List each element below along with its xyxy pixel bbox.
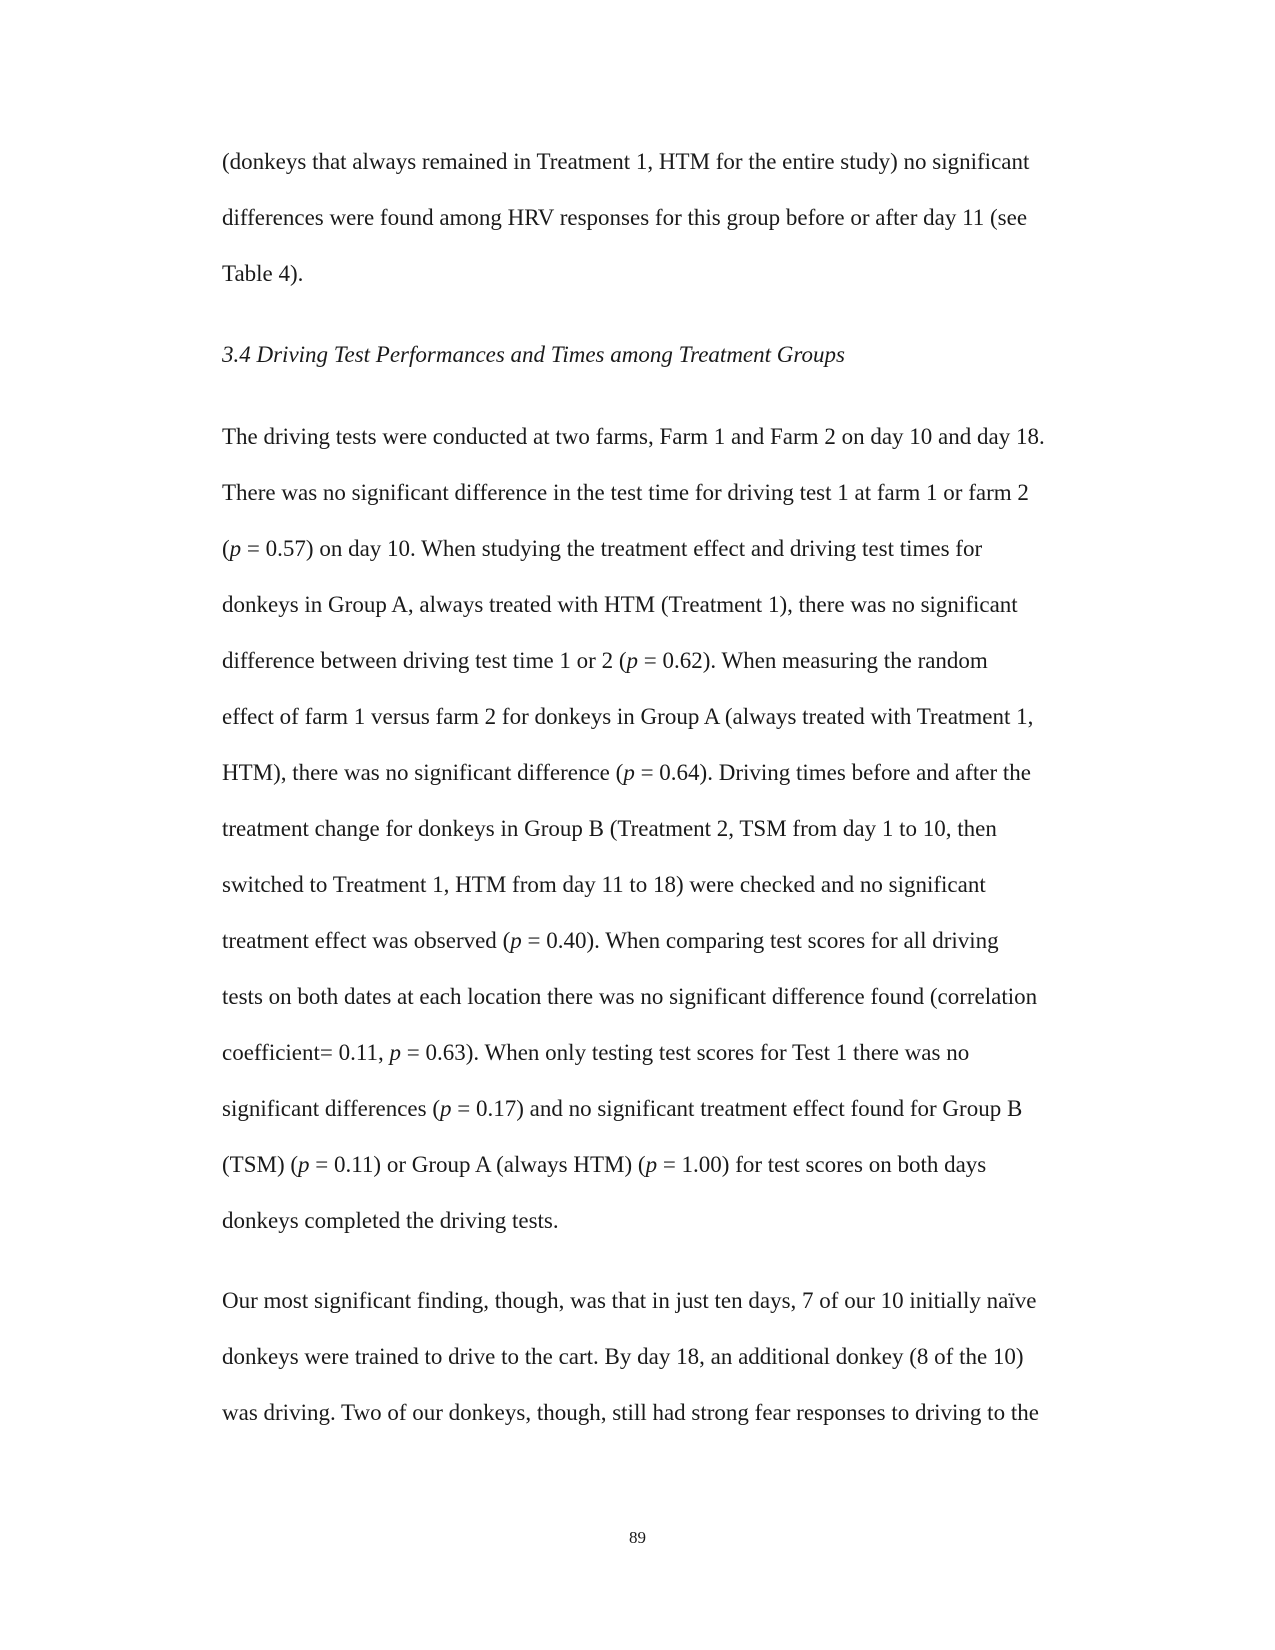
p-variable: p — [298, 1152, 310, 1177]
text-line: donkeys in Group A, always treated with HTM (Treatment 1), there was no significant — [222, 592, 1018, 617]
text-line: The driving tests were conducted at two farms, Farm 1 and Farm 2 on day 10 and day 18. — [222, 424, 1045, 449]
text-line: treatment effect was observed (p = 0.40). When comparing test scores for all driving — [222, 928, 999, 953]
text-line: treatment change for donkeys in Group B (Treatment 2, TSM from day 1 to 10, then — [222, 816, 997, 841]
text-line: differences were found among HRV responses for this group before or after day 11 (see — [222, 205, 1028, 230]
p-variable: p — [440, 1096, 452, 1121]
p-variable: p — [623, 760, 635, 785]
text-line: (TSM) (p = 0.11) or Group A (always HTM) (p = 1.00) for test scores on both days — [222, 1152, 987, 1177]
text-line: was driving. Two of our donkeys, though, still had strong fear responses to driving to the — [222, 1400, 1039, 1425]
text-line: tests on both dates at each location there was no significant difference found (correlation — [222, 984, 1038, 1009]
text-line: difference between driving test time 1 or 2 (p = 0.62). When measuring the random — [222, 648, 988, 673]
p-variable: p — [229, 536, 242, 561]
text-line: donkeys completed the driving tests. — [222, 1208, 559, 1233]
text-line: (donkeys that always remained in Treatment 1, HTM for the entire study) no significant — [222, 149, 1030, 174]
text-line: switched to Treatment 1, HTM from day 11 to 18) were checked and no significant — [222, 872, 986, 897]
p-variable: p — [389, 1040, 402, 1065]
p-variable: p — [510, 928, 522, 953]
text-line: effect of farm 1 versus farm 2 for donkeys in Group A (always treated with Treatment 1, — [222, 704, 1034, 729]
text-line: There was no significant difference in the test time for driving test 1 at farm 1 or farm 2 — [222, 480, 1029, 505]
text-line: (p = 0.57) on day 10. When studying the treatment effect and driving test times for — [222, 536, 983, 561]
text-line: Our most significant finding, though, was that in just ten days, 7 of our 10 initially naïve — [222, 1288, 1037, 1313]
page-number: 89 — [629, 1528, 646, 1547]
text-line: significant differences (p = 0.17) and no significant treatment effect found for Group B — [222, 1096, 1023, 1121]
text-line: coefficient= 0.11, p = 0.63). When only testing test scores for Test 1 there was no — [222, 1040, 970, 1065]
p-variable: p — [645, 1152, 658, 1177]
text-line: Table 4). — [222, 261, 304, 286]
text-line: donkeys were trained to drive to the cart. By day 18, an additional donkey (8 of the 10) — [222, 1344, 1024, 1369]
p-variable: p — [626, 648, 639, 673]
text-line: HTM), there was no significant difference (p = 0.64). Driving times before and after the — [222, 760, 1032, 785]
section-heading: 3.4 Driving Test Performances and Times among Treatment Groups — [222, 342, 845, 367]
